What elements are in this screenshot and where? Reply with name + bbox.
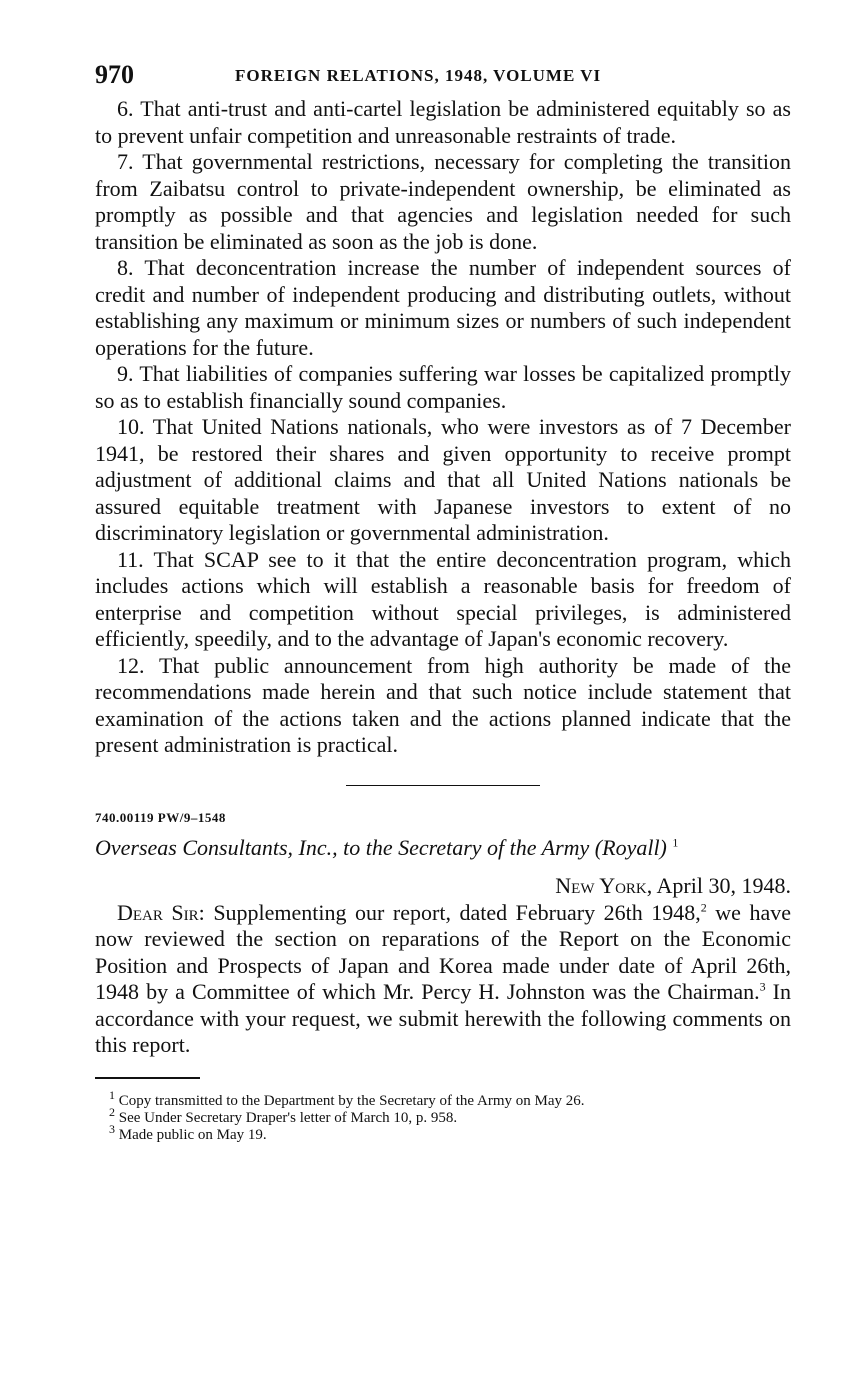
item-text: That liabilities of companies suffering war losses be capitalized promptly so as to establish financially sound companies.: [95, 361, 791, 413]
letter-body: [95, 900, 791, 1059]
recommendation-item: [95, 414, 791, 547]
item-text: That governmental restrictions, necessary for completing the transition from Zaibatsu control to private-independent ownership, be eliminated as promptly as possible and that agencies and legislation needed for such transition be eliminated as soon as the job is done.: [95, 149, 791, 254]
footnote-text: Made public on May 19.: [118, 1126, 267, 1143]
page: [95, 58, 791, 1144]
recommendation-item: [95, 653, 791, 759]
footnote: [95, 1104, 791, 1127]
dateline-date: April 30, 1948.: [656, 872, 791, 898]
item-number: 7.: [117, 149, 134, 174]
footnote-mark: 3: [109, 1121, 115, 1136]
body-text-part2: we have now reviewed the section on reparations of the Report on the Economic Position and Prospects of Japan and Korea made under date of April 26th, 1948 by a Committee of which Mr. Percy H. Johnston was the Chairman.: [95, 899, 791, 1004]
page-number: 970: [95, 60, 134, 89]
dateline: [95, 872, 791, 900]
recommendation-item: [95, 255, 791, 361]
footnote-ref: 1: [672, 835, 679, 850]
recommendation-list: [95, 96, 791, 759]
item-number: 11.: [117, 546, 144, 572]
salutation: Dear Sir:: [117, 899, 205, 925]
footnote-ref: 3: [759, 979, 766, 994]
file-number: 740.00119 PW/9–1548: [95, 809, 226, 825]
recommendation-item: [95, 149, 791, 255]
footnote-text: Copy transmitted to the Department by the Secretary of the Army on May 26.: [118, 1092, 585, 1109]
item-number: 8.: [117, 255, 134, 280]
item-text: That deconcentration increase the number of independent sources of credit and number of independent producing and distributing outlets, without establishing any maximum or minimum sizes or numbers of such independent operations for the future.: [95, 255, 791, 360]
item-number: 9.: [117, 361, 134, 386]
footnote: [95, 1087, 791, 1110]
running-head: FOREIGN RELATIONS, 1948, VOLUME VI: [235, 66, 602, 85]
footnote-mark: 1: [109, 1087, 115, 1102]
document-title: [95, 834, 791, 862]
recommendation-item: [95, 547, 791, 653]
dateline-place: New York,: [555, 872, 653, 898]
page-header: [95, 58, 791, 96]
item-text: That SCAP see to it that the entire deconcentration program, which includes actions which will establish a reasonable basis for freedom of enterprise and competition without special privileges, is administered efficiently, speedily, and to the advantage of Japan's economic recovery.: [95, 546, 792, 651]
footnotes: [95, 1087, 791, 1144]
footnote-ref: 2: [700, 900, 707, 915]
item-number: 12.: [117, 652, 145, 678]
recommendation-item: [95, 96, 791, 149]
item-number: 10.: [117, 414, 145, 439]
section-divider: [346, 785, 540, 786]
item-text: That United Nations nationals, who were investors as of 7 December 1941, be restored their shares and given opportunity to receive prompt adjustment of additional claims and that all United Nations nationals be assured equitable treatment with Japanese investors to extent of no discriminatory legislation or governmental administration.: [95, 414, 791, 545]
footnote: [95, 1121, 791, 1144]
item-number: 6.: [117, 96, 134, 121]
recommendation-item: [95, 361, 791, 414]
body-text-part3: In accordance with your request, we submit herewith the following comments on this report.: [95, 979, 791, 1057]
footnote-divider: [95, 1077, 200, 1079]
footnote-text: See Under Secretary Draper's letter of March 10, p. 958.: [118, 1109, 458, 1126]
body-text-part1: Supplementing our report, dated February 26th 1948,: [213, 899, 701, 925]
item-text: That anti-trust and anti-cartel legislation be administered equitably so as to prevent unfair competition and unreasonable restraints of trade.: [95, 96, 791, 148]
item-text: That public announcement from high authority be made of the recommendations made herein and that such notice include statement that examination of the actions taken and the actions planned indicate that the present administration is practical.: [95, 652, 791, 757]
footnote-mark: 2: [109, 1104, 115, 1119]
document-title-text: Overseas Consultants, Inc., to the Secretary of the Army (Royall): [95, 834, 667, 860]
